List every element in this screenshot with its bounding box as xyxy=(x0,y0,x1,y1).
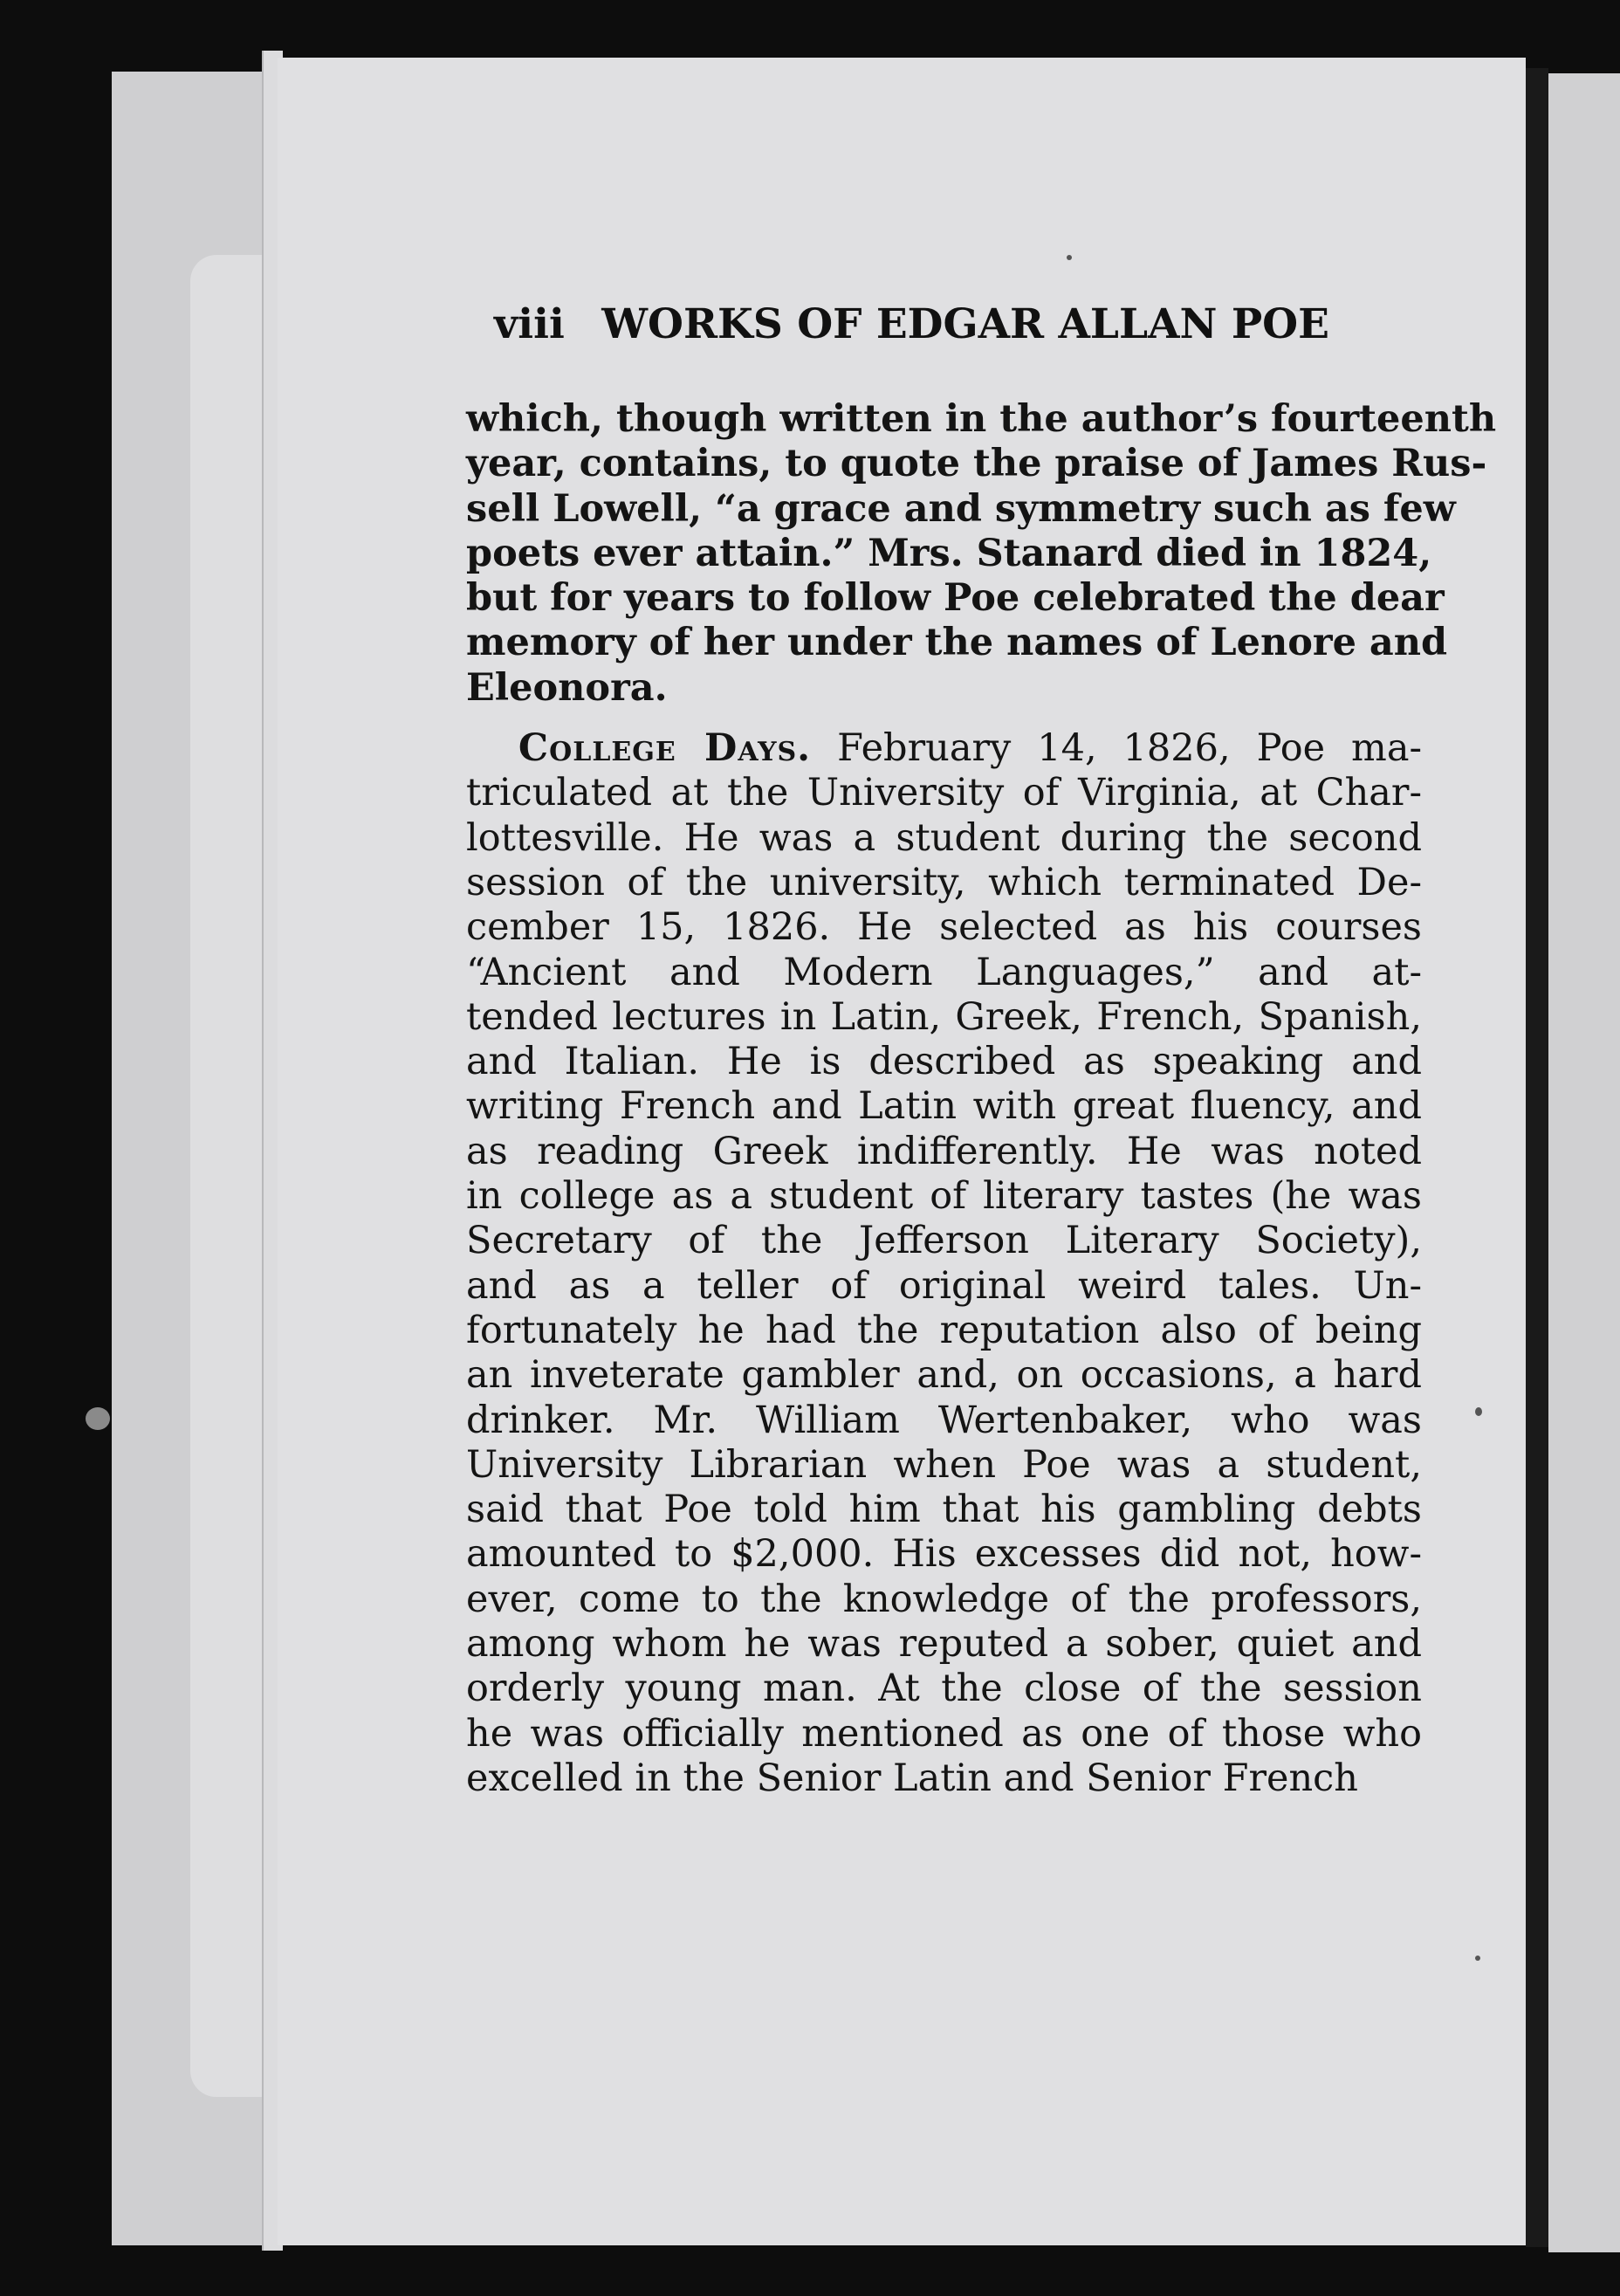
text-line: as reading Greek indifferently. He was noted xyxy=(466,1129,1422,1173)
text-line: Secretary of the Jefferson Literary Society), xyxy=(466,1219,1422,1263)
text-line: year, contains, to quote the praise of James Rus- xyxy=(466,442,1487,486)
text-line: he was officially mentioned as one of those who xyxy=(466,1711,1422,1756)
page-number: viii xyxy=(494,300,565,348)
adjacent-page xyxy=(1548,73,1620,2252)
text-line: excelled in the Senior Latin and Senior French xyxy=(466,1756,1358,1800)
text-line: in college as a student of literary tastes (he was xyxy=(466,1174,1422,1219)
text-line: University Librarian when Poe was a student, xyxy=(466,1442,1422,1487)
text-line: tended lectures in Latin, Greek, French, Spanish, xyxy=(466,994,1422,1039)
dust-speck xyxy=(1475,1956,1480,1961)
text-line: memory of her under the names of Lenore and xyxy=(466,621,1448,665)
text-line: among whom he was reputed a sober, quiet and xyxy=(466,1622,1422,1667)
text-line: sell Lowell, “a grace and symmetry such as few xyxy=(466,486,1456,531)
text-line: Eleonora. xyxy=(466,665,668,710)
text-line: orderly young man. At the close of the session xyxy=(466,1667,1422,1711)
book-spine xyxy=(1526,68,1548,2247)
text-line: cember 15, 1826. He selected as his courses xyxy=(466,905,1422,950)
text-line: poets ever attain.” Mrs. Stanard died in 1824, xyxy=(466,531,1432,575)
text-line: and as a teller of original weird tales. Un- xyxy=(466,1263,1422,1308)
text-line: said that Poe told him that his gambling debts xyxy=(466,1488,1422,1532)
text-line: “Ancient and Modern Languages,” and at- xyxy=(466,950,1422,994)
text-line: lottesville. He was a student during the second xyxy=(466,815,1422,860)
book-title: WORKS OF EDGAR ALLAN POE xyxy=(601,300,1329,348)
text-line: an inveterate gambler and, on occasions, a hard xyxy=(466,1353,1422,1398)
dust-speck xyxy=(1475,1407,1482,1416)
text-line: but for years to follow Poe celebrated the dear xyxy=(466,576,1445,621)
text-line: and Italian. He is described as speaking and xyxy=(466,1040,1422,1084)
text-line xyxy=(466,726,1422,771)
text-line: session of the university, which terminated De- xyxy=(466,860,1422,904)
text-line: ever, come to the knowledge of the professors, xyxy=(466,1577,1422,1621)
dust-speck xyxy=(1067,255,1072,260)
text-line: writing French and Latin with great fluency, and xyxy=(466,1084,1422,1129)
running-header xyxy=(494,300,1367,348)
paragraph-2 xyxy=(466,726,1422,1801)
text-line: which, though written in the author’s fourteenth xyxy=(466,397,1497,441)
text-line: drinker. Mr. William Wertenbaker, who was xyxy=(466,1398,1422,1442)
text-line: amounted to $2,000. His excesses did not, how- xyxy=(466,1532,1422,1577)
paragraph-1 xyxy=(466,397,1497,711)
page-tab-edge xyxy=(190,255,265,2097)
body-text xyxy=(466,397,1497,1801)
text-line: triculated at the University of Virginia, at Char- xyxy=(466,771,1422,815)
text-fragment: February 14, 1826, Poe ma- xyxy=(837,726,1423,771)
dust-speck xyxy=(86,1407,110,1430)
section-heading: College Days. xyxy=(518,726,812,771)
text-line: fortunately he had the reputation also of being xyxy=(466,1308,1422,1352)
